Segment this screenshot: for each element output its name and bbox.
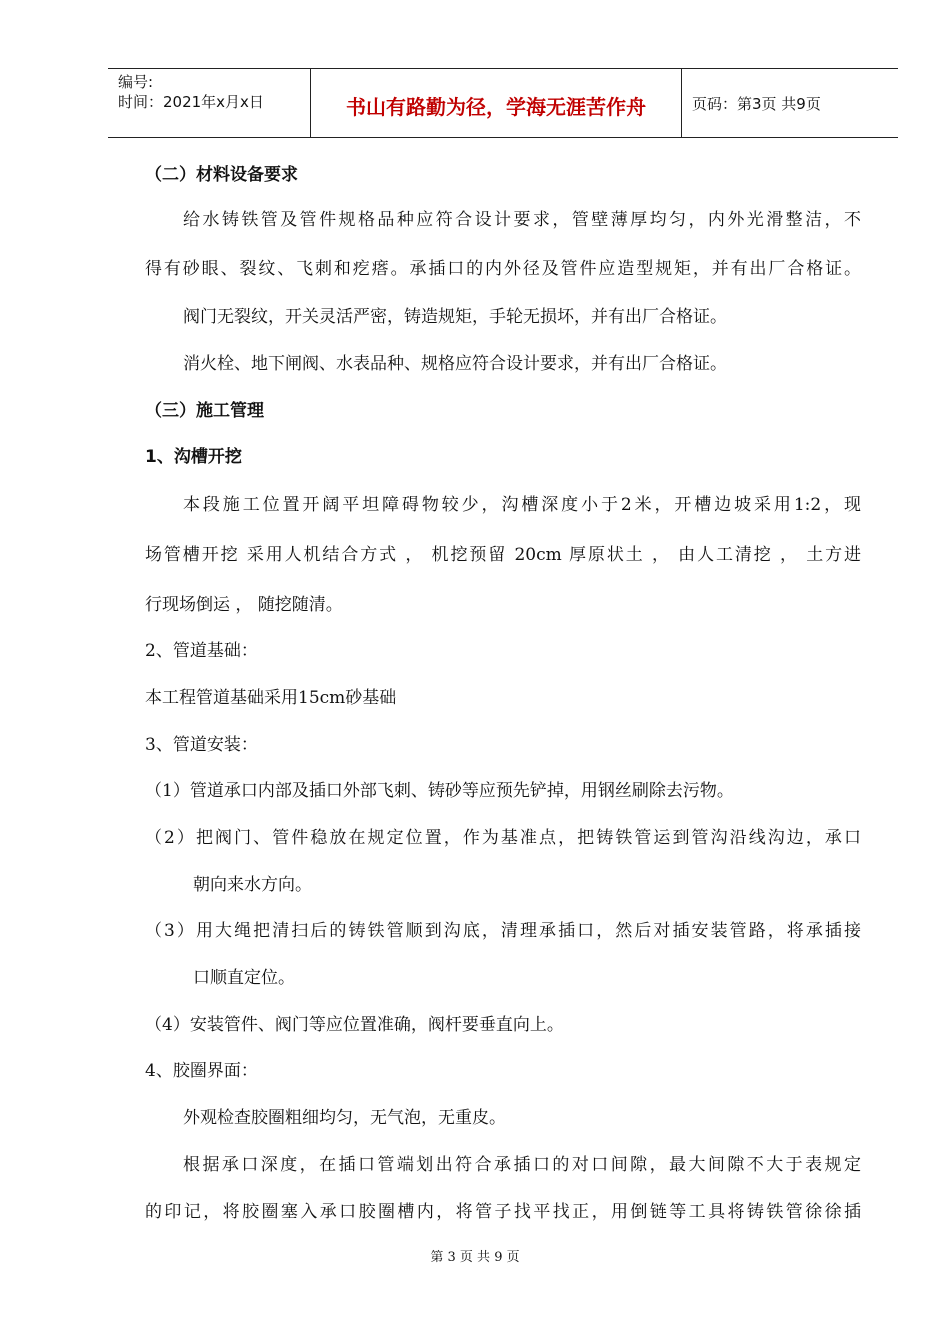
paragraph-line: 给水铸铁管及管件规格品种应符合设计要求，管壁薄厚均匀，内外光滑整洁，不: [183, 210, 861, 230]
list-item: （2）把阀门、管件稳放在规定位置，作为基准点，把铸铁管运到管沟沿线沟边，承口: [145, 828, 861, 848]
document-number: 编号:: [118, 73, 154, 91]
paragraph-line: 行现场倒运 ， 随挖随清。: [145, 595, 343, 615]
header-page-cell: [682, 69, 898, 137]
heading-rubber-ring: 4、胶圈界面：: [145, 1061, 258, 1081]
heading-trench-excavation: 1、沟槽开挖: [145, 447, 242, 467]
paragraph-line: 消火栓、地下闸阀、水表品种、规格应符合设计要求，并有出厂合格证。: [183, 354, 727, 374]
header-page-number: 页码：第3页 共9页: [692, 95, 821, 113]
paragraph-line: 本工程管道基础采用15cm砂基础: [145, 688, 397, 708]
paragraph-line: 得有砂眼、裂纹、飞刺和疙瘩。承插口的内外径及管件应造型规矩，并有出厂合格证。: [145, 259, 861, 279]
header-meta-cell: [108, 69, 311, 137]
heading-pipe-foundation: 2、管道基础：: [145, 641, 258, 661]
list-item: （1）管道承口内部及插口外部飞刺、铸砂等应预先铲掉，用钢丝刷除去污物。: [145, 781, 734, 801]
paragraph-line: 的印记，将胶圈塞入承口胶圈槽内，将管子找平找正，用倒链等工具将铸铁管徐徐插: [145, 1202, 861, 1222]
document-date: 时间：2021年x月x日: [118, 93, 264, 111]
paragraph-line: 外观检查胶圈粗细均匀，无气泡，无重皮。: [183, 1108, 506, 1128]
paragraph-line: 本段施工位置开阔平坦障碍物较少，沟槽深度小于2米，开槽边坡采用1:2，现: [183, 495, 861, 515]
header-motto: 书山有路勤为径，学海无涯苦作舟: [346, 95, 646, 119]
paragraph-line: 场管槽开挖 采用人机结合方式 ， 机挖预留 20cm 厚原状土 ， 由人工清挖 ， 土方进: [145, 545, 861, 565]
section-title-construction: （三）施工管理: [145, 401, 264, 421]
header-motto-cell: [311, 69, 682, 137]
list-item-continuation: 口顺直定位。: [193, 968, 295, 988]
heading-pipe-installation: 3、管道安装：: [145, 735, 258, 755]
section-title-materials: （二）材料设备要求: [145, 165, 298, 185]
page-header: [108, 68, 898, 138]
list-item-continuation: 朝向来水方向。: [193, 875, 312, 895]
list-item: （4）安装管件、阀门等应位置准确，阀杆要垂直向上。: [145, 1015, 564, 1035]
page-footer: 第 3 页 共 9 页: [430, 1250, 520, 1265]
paragraph-line: 根据承口深度，在插口管端划出符合承插口的对口间隙，最大间隙不大于表规定: [183, 1155, 861, 1175]
list-item: （3）用大绳把清扫后的铸铁管顺到沟底，清理承插口，然后对插安装管路，将承插接: [145, 921, 861, 941]
paragraph-line: 阀门无裂纹，开关灵活严密，铸造规矩，手轮无损坏，并有出厂合格证。: [183, 307, 727, 327]
